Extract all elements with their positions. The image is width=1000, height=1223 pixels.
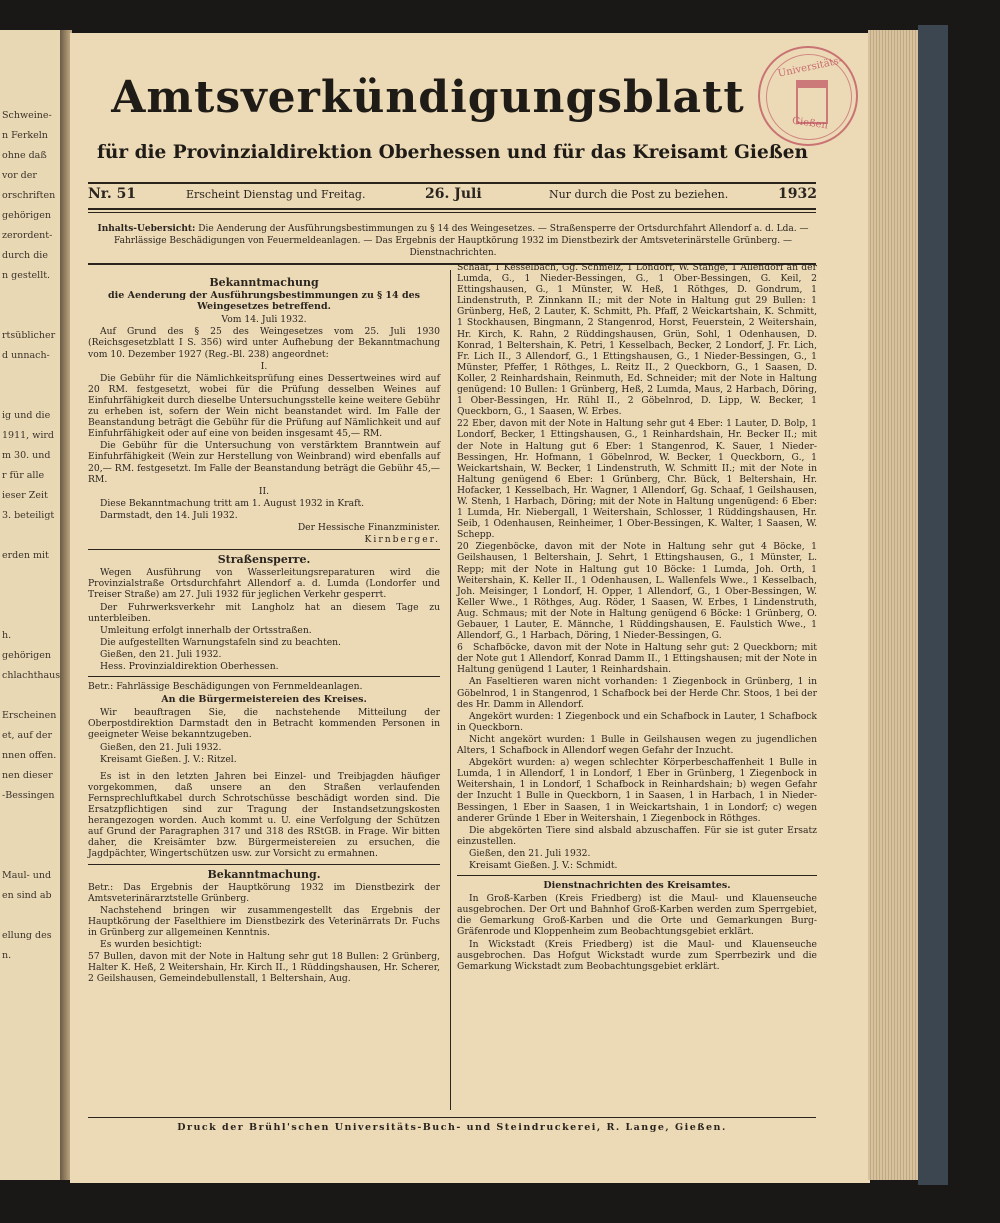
r-count: 22 <box>457 418 469 430</box>
left-page-text-fragment: Maul- und <box>2 870 52 881</box>
b2-paragraph: Wegen Ausführung von Wasserleitungsreparaturen wird die Provinzialstraße Ortsdurchfahrt Allendorf a. d. Lumda (Londorfer und Treiser Straße) am 27. Juli 1932 für jeglichen Verkehr gesperrt. <box>88 567 440 601</box>
b4-subject: Betr.: Das Ergebnis der Hauptkörung 1932 im Dienstbezirk der Amtsveterinärarztstelle Grünberg. <box>88 881 440 904</box>
column-divider <box>450 270 451 1110</box>
left-column <box>88 274 440 985</box>
r-count: 6 <box>457 642 463 654</box>
r-count: 20 <box>457 541 469 553</box>
left-page-fragment <box>0 30 66 1180</box>
left-page-text-fragment: 1911, wird <box>2 430 55 441</box>
r-paragraph: Abgekört wurden: a) wegen schlechter Körperbeschaffenheit 1 Bulle in Lumda, 1 in Allendorf, 1 in Londorf, 1 Eber in Grünberg, 1 Ziegenbock in Weitershain, 1 in Londorf, 1 Schafbock in Reinhardshain; b) wegen Gefahr der Inzucht 1 Bulle in Queckborn, 1 in Saasen, 1 in Harbach, 1 in Nieder-Bessingen, 1 Eber in Saasen, 1 in Weickartshain, 1 in Londorf; c) wegen anderer Gründe 1 Eber in Weitershain, 1 Ziegenbock in Röthges. <box>457 757 817 824</box>
issue-date: 26. Juli <box>425 186 482 202</box>
left-page-text-fragment: ellung des <box>2 930 52 941</box>
issue-info-row <box>88 186 816 206</box>
left-page-text-fragment: vor der <box>2 170 37 181</box>
issue-number: Nr. 51 <box>88 186 137 202</box>
b1-roman-2: II. <box>258 485 270 497</box>
b4-bullen-text: Bullen, davon mit der Note in Haltung sehr gut 18 Bullen: 2 Grünberg, Halter K. Heß, 2 Weitershain, Hr. Kirch II., 1 Rüddingshausen, Hr. Scherer, 2 Geilshausen, Gemeindebullenstall, 1 Beltershain, Aug. <box>88 951 440 985</box>
dienst-paragraph: In Wickstadt (Kreis Friedberg) ist die Maul- und Klauenseuche ausgebrochen. Das Hofgut Wickstadt wurde zum Sperrbezirk und die Gemarkung Wickstadt zum Beobachtungsgebiet erklärt. <box>457 938 817 972</box>
left-page-text-fragment: Schweine- <box>2 110 52 121</box>
section-rule <box>88 676 440 677</box>
b3-title: An die Bürgermeistereien des Kreises. <box>161 694 367 706</box>
issue-year: 1932 <box>778 186 817 202</box>
left-page-text-fragment: nen dieser <box>2 770 53 781</box>
r-paragraph: Angekört wurden: 1 Ziegenbock und ein Schafbock in Lauter, 1 Schafbock in Queckborn. <box>457 710 817 733</box>
r-signature: Kreisamt Gießen. J. V.: Schmidt. <box>469 859 618 871</box>
b3-paragraph: Es ist in den letzten Jahren bei Einzel- und Treibjagden häufiger vorgekommen, daß unsere an den Straßen verlaufenden Fernsprechluftkabel durch Schrotschüsse beschädigt worden sind. Die Ersatzpflichtigen sind zur Tragung der Instandsetzungskosten herangezogen worden. Auch kommt u. U. eine Verfolgung der Schützen auf Grund der Paragraphen 317 und 318 des RStGB. in Frage. Wir bitten daher, die Kreisämter bzw. Bürgermeistereien zu ersuchen, die Jagdpächter, Wingertschützen usw. zur Vorsicht zu ermahnen. <box>88 770 440 860</box>
r-schaf-text: Schafböcke, davon mit der Note in Haltung sehr gut: 2 Queckborn; mit der Note gut 1 Allendorf, Konrad Damm II., 1 Ettingshausen; mit der Note in Haltung genügend 1 Lauter, 1 Reinhardshain. <box>457 642 817 676</box>
b3-subject: Betr.: Fahrlässige Beschädigungen von Fernmeldeanlagen. <box>88 681 363 693</box>
b1-place-date: Darmstadt, den 14. Juli 1932. <box>100 509 238 521</box>
r-ziegen-entry <box>457 541 817 641</box>
b2-signature: Hess. Provinzialdirektion Oberhessen. <box>100 661 279 672</box>
b4-paragraph: Nachstehend bringen wir zusammengestellt das Ergebnis der Hauptkörung der Faselthiere im Dienstbezirk des Veterinärrats Dr. Fuchs in Grünberg zur allgemeinen Kenntnis. <box>88 904 440 938</box>
book-cover <box>918 25 948 1185</box>
left-page-text-fragment: m 30. und <box>2 450 51 461</box>
b1-signature-office: Der Hessische Finanzminister. <box>297 521 440 533</box>
left-page-text-fragment: gehörigen <box>2 650 51 661</box>
left-page-text-fragment: orschriften <box>2 190 56 201</box>
left-page-text-fragment: en sind ab <box>2 890 52 901</box>
b1-roman-1: I. <box>260 360 268 372</box>
printer-imprint: Druck der Brühl'schen Universitäts-Buch- und Steindruckerei, R. Lange, Gießen. <box>177 1122 727 1133</box>
b1-paragraph: Diese Bekanntmachung tritt am 1. August 1932 in Kraft. <box>100 497 365 509</box>
left-page-text-fragment: rtsüblicher <box>2 330 56 341</box>
footer-rule <box>88 1117 816 1118</box>
b4-title: Bekanntmachung. <box>207 867 321 881</box>
left-page-text-fragment: n. <box>2 950 12 961</box>
r-eber-text: Eber, davon mit der Note in Haltung sehr gut 4 Eber: 1 Lauter, D. Bolp, 1 Londorf, Becker, 1 Ettingshausen, G., 1 Reinhardshain, Hr. Becker II.; mit der Note in Haltung gut 6 Eber: 1 Stangenrod, K. Sauer, 1 Nieder-Bessingen, Hr. Hofmann, 1 Göbelnrod, W. Becker, 1 Queckborn, G., 1 Weickartshain, W. Becker, 1 Lindenstruth, W. Schmitt II.; mit der Note in Haltung genügend 6 Eber: 1 Grünberg, Chr. Bück, 1 Beltershain, Hr. Hofacker, 1 Kesselbach, Hr. Wagner, 1 Allendorf, Gg. Schaaf, 1 Geilshausen, W. Stenh, 1 Harbach, Döring; mit der Note in Haltung ungenügend: 6 Eber: 1 Lumda, Hr. Niebergall, 1 Weitershain, Schlosser, 1 Rüddingshausen, Hr. Seib, 1 Odenhausen, Reinheimer, 1 Ober-Bessingen, K. Walter, 1 Saasen, W. Schepp. <box>457 418 818 541</box>
r-paragraph: Schaaf, 1 Kesselbach, Gg. Schmelz, 1 Londorf, W. Stange, 1 Allendorf an der Lumda, G., 1 Nieder-Bessingen, G., 1 Ober-Bessingen, G. Keil, 2 Ettingshausen, G., 1 Münster, W. Heß, 1 Röthges, D. Gondrum, 1 Lindenstruth, P. Zinnkann II.; mit der Note in Haltung gut 29 Bullen: 1 Grünberg, Heß, 2 Lauter, K. Schmitt, Ph. Pfaff, 2 Weickartshain, K. Schmitt, 1 Stockhausen, Bingmann, 2 Stangenrod, Horst, Feuerstein, 2 Weitershain, Hr. Kirch, K. Rahn, 2 Rüddingshausen, Grün, Sohl, 1 Odenhausen, D. Konrad, 1 Beltershain, K. Petri, 1 Kesselbach, Becker, 2 Londorf, J. Fr. Lich, Fr. Lich II., 3 Allendorf, G., 1 Ettingshausen, G., 1 Nieder-Bessingen, G., 1 Münster, Pfeffer, 1 Röthges, L. Reitz II., 2 Queckborn, G., 1 Saasen, D. Koller, 2 Reinhardshain, Reinmuth, Ed. Schneider; mit der Note in Haltung genügend: 10 Bullen: 1 Grünberg, Heß, 2 Lumda, Maus, 2 Harbach, Döring, 1 Ober-Bessingen, Hr. Rühl II., 2 Göbelnrod, D. Lipp, W. Becker, 1 Queckborn, G., 1 Saasen, W. Erbes. <box>457 262 817 418</box>
b1-signature-name: Kirnberger. <box>364 534 440 546</box>
stamp-text-top: Universitäts- <box>776 55 844 80</box>
b2-paragraph: Die aufgestellten Warnungstafeln sind zu beachten. <box>100 636 341 648</box>
library-stamp <box>758 46 858 146</box>
left-page-text-fragment: -Bessingen <box>2 790 55 801</box>
left-page-text-fragment: n gestellt. <box>2 270 51 281</box>
toc-label: Inhalts-Uebersicht: <box>97 224 196 234</box>
b1-paragraph: Auf Grund des § 25 des Weingesetzes vom 25. Juli 1930 (Reichsgesetzblatt I S. 356) wird unter Aufhebung der Bekanntmachung vom 10. Dezember 1927 (Reg.-Bl. 238) angeordnet: <box>88 326 440 360</box>
r-eber-entry <box>457 418 817 540</box>
left-page-text-fragment: gehörigen <box>2 210 51 221</box>
b3-paragraph: Wir beauftragen Sie, die nachstehende Mitteilung der Oberpostdirektion Darmstadt den in Betracht kommenden Personen in geeigneter Weise bekanntzugeben. <box>88 707 440 741</box>
left-page-text-fragment: 3. beteiligt <box>2 510 55 521</box>
b3-place-date: Gießen, den 21. Juli 1932. <box>100 741 222 753</box>
toc-text: Die Aenderung der Ausführungsbestimmungen zu § 14 des Weingesetzes. — Straßensperre der Ortsdurchfahrt Allendorf a. d. Lda. — Fahrlässige Beschädigungen von Feuermeldeanlagen. — Das Ergebnis der Hauptkörung 1932 im Dienstbezirk der Amtsveterinärstelle Grünberg. — Dienstnachrichten. <box>113 224 809 258</box>
left-page-text-fragment: zerordent- <box>2 230 53 241</box>
b4-bullen-entry <box>88 951 440 984</box>
b2-title: Straßensperre. <box>217 553 311 567</box>
r-paragraph: Nicht angekört wurden: 1 Bulle in Geilshausen wegen zu jugendlichen Alters, 1 Schafbock in Allendorf wegen Gefahr der Inzucht. <box>457 733 817 757</box>
r-place-date: Gießen, den 21. Juli 1932. <box>469 847 591 859</box>
left-page-text-fragment: chlachthaus <box>2 670 61 681</box>
b1-date: Vom 14. Juli 1932. <box>221 314 307 326</box>
left-page-text-fragment: h. <box>2 630 12 641</box>
left-page-text-fragment: d unnach- <box>2 350 50 361</box>
b3-signature: Kreisamt Gießen. J. V.: Ritzel. <box>100 753 237 765</box>
r-ziegen-text: Ziegenböcke, davon mit der Note in Haltung sehr gut 4 Böcke, 1 Geilshausen, 1 Beltershain, J. Sehrt, 1 Ettingshausen, G., 1 Münster, L. Repp; mit der Note in Haltung gut 10 Böcke: 1 Lumda, Joh. Orth, 1 Weitershain, K. Keller II., 1 Odenhausen, L. Wallenfels Wwe., 1 Kesselbach, Joh. Meisinger, 1 Londorf, H. Opper, 1 Allendorf, G., 1 Ober-Bessingen, W. Keller Wwe., 1 Röthges, Aug. Röder, 1 Saasen, W. Erbes, 1 Lindenstruth, Aug. Schmaus; mit der Note in Haltung genügend 6 Böcke: 1 Grünberg, O. Gebauer, 1 Lauter, E. Männche, 1 Rüddingshausen, E. Faulstich Wwe., 1 Allendorf, G., 1 Harbach, Döring, 1 Nieder-Bessingen, G. <box>457 541 817 642</box>
left-page-text-fragment: durch die <box>2 250 48 261</box>
b1-subject: die Aenderung der Ausführungsbestimmungen zu § 14 des Weingesetzes betreffend. <box>107 290 420 313</box>
header-rule-bottom <box>88 208 816 210</box>
b1-paragraph: Die Gebühr für die Nämlichkeitsprüfung eines Dessertweines wird auf 20 RM. festgesetzt, wobei für die Prüfung desselben Weines auf Einfuhrfähigkeit durch dieselbe Untersuchungsstelle keine weitere Gebühr zu erheben ist, sofern der Wein nicht beanstandet wird. Im Falle der Beanstandung beträgt die Gebühr für die Prüfung auf Nämlichkeit und auf Einfuhrfähigkeit oder auf eine von beiden insgesamt 45,— RM. <box>88 372 440 440</box>
left-page-text-fragment: Erscheinen <box>2 710 57 721</box>
left-page-text-fragment: et, auf der <box>2 730 53 741</box>
table-of-contents <box>92 223 814 259</box>
b2-paragraph: Der Fuhrwerksverkehr mit Langholz hat an diesem Tage zu unterbleiben. <box>88 601 440 624</box>
b4-paragraph: Es wurden besichtigt: <box>100 939 203 951</box>
dienst-paragraph: In Groß-Karben (Kreis Friedberg) ist die Maul- und Klauenseuche ausgebrochen. Der Ort und Bahnhof Groß-Karben werden zum Sperrgebiet, die Gemarkung Groß-Karben und die Orte und Gemarkungen Burg-Gräfenrode und Kloppenheim zum Beobachtungsgebiet erklärt. <box>457 893 817 938</box>
stamp-text-bottom: Gießen <box>791 115 829 132</box>
b2-paragraph: Umleitung erfolgt innerhalb der Ortsstraßen. <box>100 624 312 636</box>
issue-postal-note: Nur durch die Post zu beziehen. <box>549 188 729 201</box>
page-edges <box>868 30 918 1180</box>
masthead-subtitle: für die Provinzialdirektion Oberhessen und für das Kreisamt Gießen <box>96 142 809 163</box>
left-page-text-fragment: r für alle <box>2 470 45 481</box>
b1-paragraph: Die Gebühr für die Untersuchung von verstärktem Branntwein auf Einfuhrfähigkeit (Wein zur Herstellung von Weinbrand) wird ebenfalls auf 20,— RM. festgesetzt. Im Falle der Beanstandung beträgt die Gebühr 45,— RM. <box>88 440 440 485</box>
dienst-title: Dienstnachrichten des Kreisamtes. <box>543 880 731 892</box>
masthead-title: Amtsverkündigungsblatt <box>111 72 745 123</box>
left-page-text-fragment: nnen offen. <box>2 750 57 761</box>
b1-title: Bekanntmachung <box>209 276 319 289</box>
left-page-text-fragment: n Ferkeln <box>2 130 48 141</box>
header-rule-thin <box>88 212 816 213</box>
b4-count: 57 <box>88 951 100 963</box>
right-column <box>457 262 817 973</box>
r-paragraph: An Faseltieren waren nicht vorhanden: 1 Ziegenbock in Grünberg, 1 in Göbelnrod, 1 in Stangenrod, 1 Schafbock bei der Herde Chr. Stoos, 1 bei der des Hr. Damm in Allendorf. <box>457 676 817 710</box>
r-paragraph: Die abgekörten Tiere sind alsbald abzuschaffen. Für sie ist guter Ersatz einzustellen. <box>457 824 817 847</box>
issue-frequency: Erscheint Dienstag und Freitag. <box>186 188 366 201</box>
left-page-text-fragment: ieser Zeit <box>2 490 48 501</box>
section-rule <box>88 549 440 550</box>
left-page-text-fragment: erden mit <box>2 550 49 561</box>
b2-place-date: Gießen, den 21. Juli 1932. <box>100 648 222 660</box>
header-rule-top <box>88 182 816 184</box>
section-rule <box>88 864 440 865</box>
section-rule <box>457 875 817 876</box>
r-schaf-entry <box>457 642 817 675</box>
left-page-text-fragment: ohne daß <box>2 150 47 161</box>
left-page-text-fragment: ig und die <box>2 410 51 421</box>
